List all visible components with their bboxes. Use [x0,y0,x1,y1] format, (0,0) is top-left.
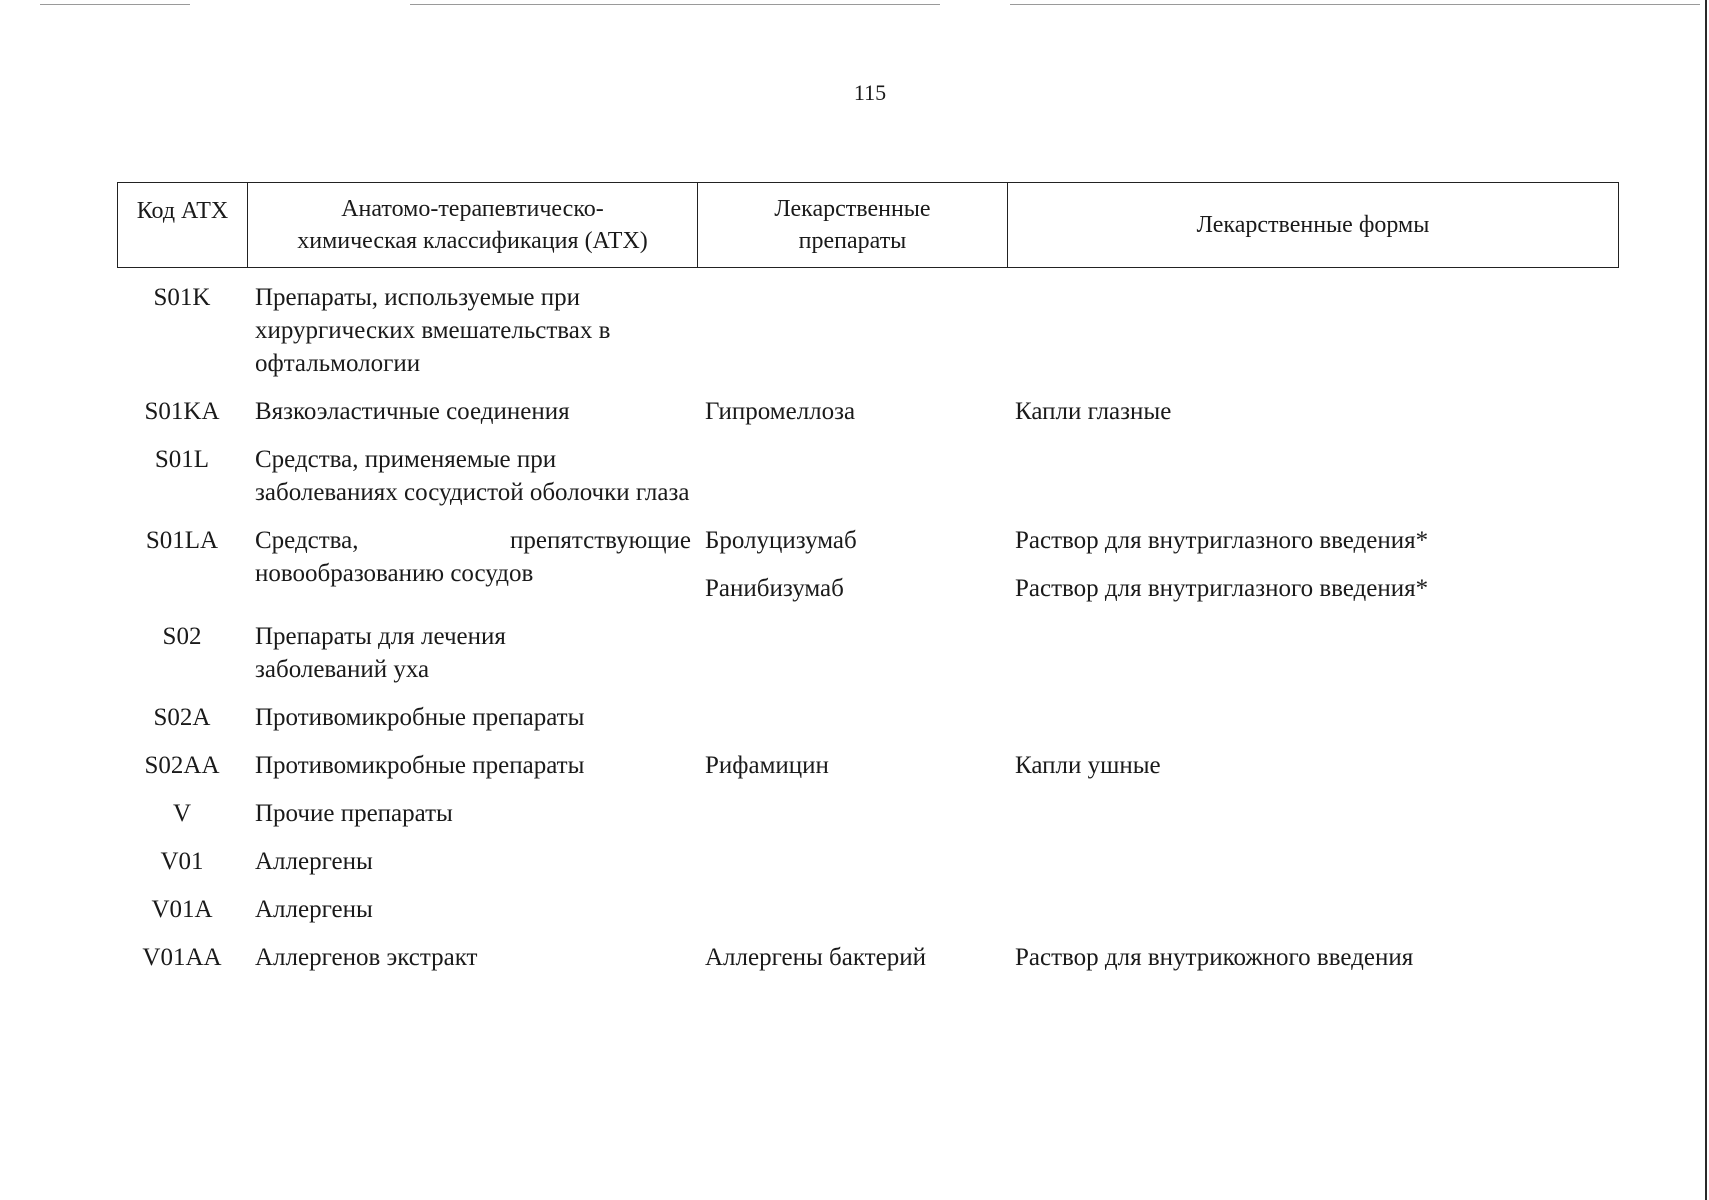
atc-name-word: Средства, [255,527,359,554]
atc-name [247,524,697,605]
header-atx [248,183,698,267]
dosage-form: Капли ушные [1015,752,1161,779]
atc-name: Аллергены [255,896,373,923]
drug-list [697,524,1619,605]
atc-code: S01LA [145,527,219,554]
drug-name: Ранибизумаб [705,575,844,602]
table-row [117,281,1619,380]
scan-artifact-line [1010,4,1700,5]
atc-code: S02AA [144,752,220,779]
header-forms: Лекарственные формы [1196,212,1430,238]
dosage-form: Капли глазные [1015,398,1172,425]
header-atx-line2: химическая классификация (АТХ) [297,228,648,254]
atc-name-word: препятствующие [510,527,691,554]
atc-code: S02 [162,623,202,650]
atc-code: S01K [153,284,211,311]
atc-name: Прочие препараты [255,800,453,827]
atc-code: S02A [153,704,211,731]
drug-name: Аллергены бактерий [705,944,926,971]
atc-code: V [172,800,192,827]
dosage-form: Раствор для внутриглазного введения* [1015,527,1429,554]
table-row [117,797,1619,830]
atc-name: Препараты, используемые при хирургических вмешательствах в офтальмологии [255,284,611,377]
table-row [117,524,1619,605]
drug-name: Рифамицин [705,752,829,779]
table-row [117,941,1619,974]
header-drugs-line2: препараты [798,228,907,254]
header-drugs [698,183,1008,267]
atc-name: Средства, применяемые при заболеваниях сосудистой оболочки глаза [255,446,690,506]
atc-name: Противомикробные препараты [255,752,585,779]
table-row [117,749,1619,782]
table-row [117,395,1619,428]
atc-name-line2: новообразованию сосудов [255,560,534,587]
table-row [117,893,1619,926]
atc-name: Аллергенов экстракт [255,944,478,971]
atc-name: Вязкоэластичные соединения [255,398,570,425]
scan-artifact-line [40,4,190,5]
table-row [117,845,1619,878]
header-atx-line1: Анатомо-терапевтическо- [341,196,604,222]
atc-code: S01L [154,446,210,473]
atc-code: V01 [160,848,204,875]
drug-name: Гипромеллоза [705,398,856,425]
table-row [117,443,1619,509]
drug-name: Бролуцизумаб [705,527,857,554]
table-row [117,701,1619,734]
drug-entry [697,524,1619,557]
drug-entry [697,572,1619,605]
dosage-form: Раствор для внутрикожного введения [1015,944,1414,971]
table-row [117,620,1619,686]
atc-code: S01KA [144,398,220,425]
dosage-form: Раствор для внутриглазного введения* [1015,575,1429,602]
atc-name: Препараты для лечения заболеваний уха [255,623,506,683]
header-code: Код АТХ [118,183,248,267]
table-body [117,281,1619,989]
page-number: 115 [853,80,887,105]
atc-name-line1 [255,524,691,557]
scan-artifact-line [410,4,940,5]
header-drugs-line1: Лекарственные [774,196,931,222]
atc-name: Аллергены [255,848,373,875]
page-edge [1705,0,1707,1200]
table-header [117,182,1619,268]
atc-name: Противомикробные препараты [255,704,585,731]
atc-code: V01A [151,896,213,923]
atc-code: V01AA [142,944,222,971]
